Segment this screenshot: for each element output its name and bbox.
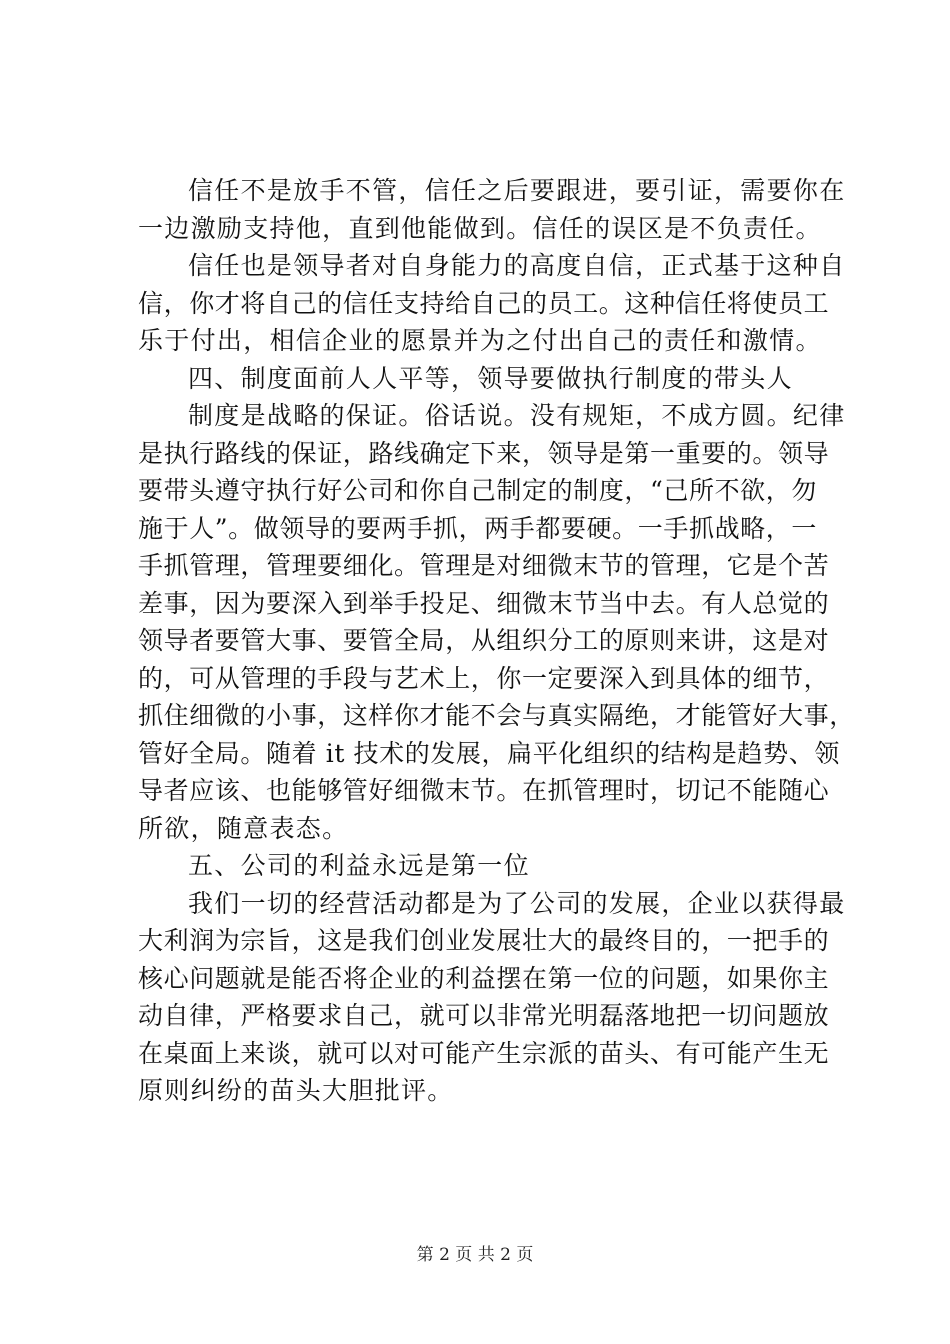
paragraph-line: 大利润为宗旨，这是我们创业发展壮大的最终目的，一把手的	[138, 926, 830, 955]
paragraph-line: 动自律，严格要求自己，就可以非常光明磊落地把一切问题放	[138, 1001, 830, 1030]
paragraph-line: 抓住细微的小事，这样你才能不会与真实隔绝，才能管好大事，	[138, 701, 855, 730]
paragraph-line: 的，可从管理的手段与艺术上，你一定要深入到具体的细节，	[138, 663, 830, 693]
paragraph-line: 我们一切的经营活动都是为了公司的发展，企业以获得最	[188, 888, 846, 918]
paragraph-line: 手抓管理，管理要细化。管理是对细微末节的管理，它是个苦	[138, 551, 830, 580]
paragraph-line: 导者应该、也能够管好细微末节。在抓管理时，切记不能随心	[138, 776, 830, 805]
section-heading: 五、公司的利益永远是第一位	[188, 851, 530, 880]
paragraph-line: 信任不是放手不管，信任之后要跟进，要引证，需要你在	[188, 176, 846, 205]
paragraph-line: 是执行路线的保证，路线确定下来，领导是第一重要的。领导	[138, 438, 830, 468]
section-heading: 四、制度面前人人平等，领导要做执行制度的带头人	[188, 363, 793, 393]
paragraph-line: 领导者要管大事、要管全局，从组织分工的原则来讲，这是对	[138, 626, 830, 655]
paragraph-line: 在桌面上来谈，就可以对可能产生宗派的苗头、有可能产生无	[138, 1038, 830, 1068]
paragraph-line: 制度是战略的保证。俗话说。没有规矩，不成方圆。纪律	[188, 401, 846, 430]
paragraph-line: 信，你才将自己的信任支持给自己的员工。这种信任将使员工	[138, 288, 830, 318]
paragraph-line: 一边激励支持他，直到他能做到。信任的误区是不负责任。	[138, 213, 822, 243]
document-body	[138, 172, 855, 1110]
paragraph-line: 信任也是领导者对自身能力的高度自信，正式基于这种自	[188, 251, 846, 280]
paragraph-line: 所欲，随意表态。	[138, 813, 349, 843]
paragraph-line: 乐于付出，相信企业的愿景并为之付出自己的责任和激情。	[138, 326, 822, 355]
paragraph-line: 核心问题就是能否将企业的利益摆在第一位的问题，如果你主	[138, 963, 830, 993]
paragraph-line: 施于人”。做领导的要两手抓，两手都要硬。一手抓战略，一	[138, 513, 817, 543]
paragraph-line: 差事，因为要深入到举手投足、细微末节当中去。有人总觉的	[138, 588, 830, 618]
paragraph-line: 原则纠纷的苗头大胆批评。	[138, 1076, 454, 1105]
paragraph-line: 要带头遵守执行好公司和你自己制定的制度，“己所不欲，勿	[138, 476, 817, 505]
page-number-footer: 第 2 页 共 2 页	[416, 1245, 534, 1265]
paragraph-line: 管好全局。随着 it 技术的发展，扁平化组织的结构是趋势、领	[138, 738, 840, 768]
